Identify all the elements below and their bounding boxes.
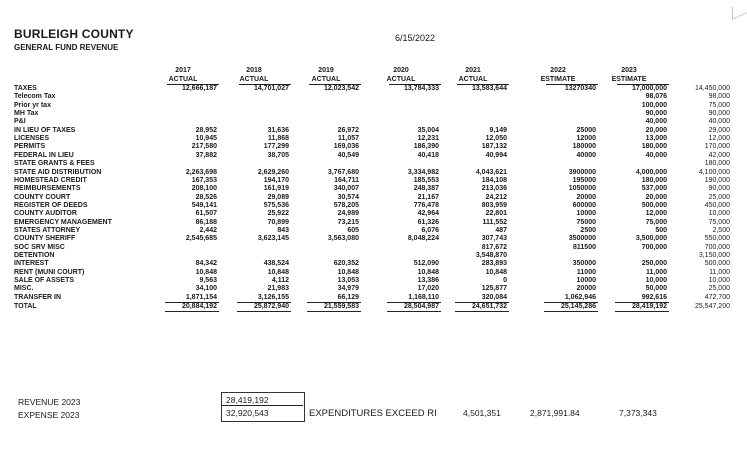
column-kind: ESTIMATE xyxy=(540,76,576,83)
table-cell: 0 xyxy=(503,277,507,285)
column-year: 2019 xyxy=(318,67,334,74)
table-cell: 34,979 xyxy=(337,285,359,293)
table-cell: 487 xyxy=(495,226,507,234)
table-cell: 13,386 xyxy=(417,277,439,285)
expense-2023-value: 32,920,543 xyxy=(226,408,269,418)
row-label: P&I xyxy=(14,118,26,126)
table-cell: 3,126,155 xyxy=(257,293,289,301)
table-cell: 605 xyxy=(347,226,359,234)
table-cell: 12,050 xyxy=(485,135,507,143)
table-cell: 12,000 xyxy=(645,210,667,218)
table-cell: 10,848 xyxy=(417,268,439,276)
table-cell: 20,884,192 xyxy=(181,302,217,310)
row-label: MISC. xyxy=(14,285,34,293)
table-cell: 70,899 xyxy=(267,218,289,226)
table-cell: 9,149 xyxy=(489,126,507,134)
table-cell: 4,000,000 xyxy=(635,168,667,176)
column-year: 2023 xyxy=(621,67,637,74)
projection-cell: 2,500 xyxy=(712,226,730,234)
row-label: STATE AID DISTRIBUTION xyxy=(14,168,102,176)
total-rule xyxy=(544,302,598,303)
table-cell: 11,057 xyxy=(337,135,359,143)
projection-cell: 170,000 xyxy=(704,143,730,151)
table-cell: 3900000 xyxy=(568,168,596,176)
reserve-figure: 2,871,991.84 xyxy=(530,408,580,418)
table-cell: 40,000 xyxy=(645,151,667,159)
projection-cell: 25,000 xyxy=(708,285,730,293)
table-cell: 10,848 xyxy=(195,268,217,276)
table-cell: 2,442 xyxy=(199,226,217,234)
row-label: COUNTY COURT xyxy=(14,193,71,201)
total-underline xyxy=(544,311,598,312)
row-label: STATE GRANTS & FEES xyxy=(14,160,95,168)
column-year: 2020 xyxy=(393,67,409,74)
table-cell: 161,919 xyxy=(263,185,289,193)
row-label: REGISTER OF DEEDS xyxy=(14,201,88,209)
row-label: HOMESTEAD CREDIT xyxy=(14,176,87,184)
total-rule xyxy=(237,302,291,303)
table-cell: 217,580 xyxy=(191,143,217,151)
table-cell: 13270340 xyxy=(564,85,596,92)
difference-figure: 7,373,343 xyxy=(619,408,657,418)
table-cell: 40,994 xyxy=(485,151,507,159)
table-cell: 167,353 xyxy=(191,176,217,184)
table-cell: 30,574 xyxy=(337,193,359,201)
table-cell: 340,007 xyxy=(333,185,359,193)
projection-cell: 90,000 xyxy=(708,185,730,193)
table-cell: 40,418 xyxy=(417,151,439,159)
table-cell: 66,129 xyxy=(337,293,359,301)
table-cell: 10,848 xyxy=(267,268,289,276)
table-cell: 350000 xyxy=(572,260,596,268)
table-cell: 600000 xyxy=(572,201,596,209)
table-cell: 3500000 xyxy=(568,235,596,243)
table-cell: 10,848 xyxy=(485,268,507,276)
table-cell: 250,000 xyxy=(641,260,667,268)
table-cell: 13,000 xyxy=(645,135,667,143)
table-cell: 700,000 xyxy=(641,243,667,251)
row-label: MH Tax xyxy=(14,110,39,118)
column-kind: ACTUAL xyxy=(239,76,269,83)
report-subtitle: GENERAL FUND REVENUE xyxy=(14,43,119,52)
table-cell: 13,053 xyxy=(337,277,359,285)
table-cell: 86,188 xyxy=(195,218,217,226)
total-rule xyxy=(615,302,669,303)
total-underline xyxy=(165,311,219,312)
table-cell: 37,882 xyxy=(195,151,217,159)
table-cell: 28,952 xyxy=(195,126,217,134)
table-cell: 42,964 xyxy=(417,210,439,218)
table-cell: 1,168,110 xyxy=(408,293,439,301)
table-cell: 90,000 xyxy=(645,110,667,118)
table-cell: 549,141 xyxy=(191,201,217,209)
deficit-figure: 4,501,351 xyxy=(463,408,501,418)
total-rule xyxy=(455,302,509,303)
table-cell: 283,893 xyxy=(481,260,507,268)
projection-cell: 500,000 xyxy=(704,260,730,268)
table-cell: 180,000 xyxy=(641,176,667,184)
table-cell: 24,989 xyxy=(337,210,359,218)
table-cell: 500,000 xyxy=(641,201,667,209)
table-cell: 21,167 xyxy=(417,193,439,201)
table-cell: 8,048,224 xyxy=(407,235,439,243)
row-label: REIMBURSEMENTS xyxy=(14,185,81,193)
row-label: INTEREST xyxy=(14,260,49,268)
row-label: TAXES xyxy=(14,85,37,92)
table-cell: 1,871,154 xyxy=(185,293,217,301)
table-cell: 2,545,685 xyxy=(185,235,217,243)
column-kind: ACTUAL xyxy=(386,76,416,83)
row-label: SOC SRV MISC xyxy=(14,243,65,251)
projection-cell: 190,000 xyxy=(704,176,730,184)
table-cell: 180000 xyxy=(572,143,596,151)
table-cell: 13,583,644 xyxy=(471,85,507,92)
projection-cell: 25,547,200 xyxy=(694,302,730,310)
row-label: STATES ATTORNEY xyxy=(14,226,81,234)
table-cell: 177,299 xyxy=(263,143,289,151)
table-cell: 35,004 xyxy=(417,126,439,134)
table-cell: 24,212 xyxy=(485,193,507,201)
table-cell: 10,848 xyxy=(337,268,359,276)
column-kind: ACTUAL xyxy=(458,76,488,83)
projection-cell: 472,700 xyxy=(704,293,730,301)
report-date: 6/15/2022 xyxy=(395,33,436,43)
table-cell: 3,623,145 xyxy=(257,235,289,243)
table-cell: 20,000 xyxy=(645,126,667,134)
table-cell: 100,000 xyxy=(641,101,667,109)
page-corner-mark xyxy=(732,0,747,20)
table-cell: 1050000 xyxy=(568,185,596,193)
row-label: TOTAL xyxy=(14,302,37,310)
total-underline xyxy=(387,311,441,312)
table-cell: 578,205 xyxy=(333,201,359,209)
column-kind: ACTUAL xyxy=(168,76,198,83)
row-label: PERMITS xyxy=(14,143,46,151)
revenue-2023-label: REVENUE 2023 xyxy=(18,397,81,407)
table-cell: 195000 xyxy=(572,176,596,184)
table-cell: 10,945 xyxy=(195,135,217,143)
table-cell: 13,784,333 xyxy=(403,85,439,92)
table-cell: 992,616 xyxy=(641,293,667,301)
table-cell: 34,100 xyxy=(195,285,217,293)
row-label: Prior yr tax xyxy=(14,101,51,109)
table-cell: 28,419,192 xyxy=(631,302,667,310)
table-cell: 6,076 xyxy=(421,226,439,234)
column-kind: ESTIMATE xyxy=(611,76,647,83)
table-cell: 26,972 xyxy=(337,126,359,134)
total-underline xyxy=(455,311,509,312)
projection-cell: 180,000 xyxy=(704,160,730,168)
table-cell: 180,000 xyxy=(641,143,667,151)
row-label: LICENSES xyxy=(14,135,50,143)
total-rule xyxy=(307,302,361,303)
table-cell: 307,743 xyxy=(481,235,507,243)
table-cell: 61,326 xyxy=(417,218,439,226)
table-cell: 4,043,621 xyxy=(475,168,507,176)
table-cell: 4,112 xyxy=(271,277,289,285)
table-cell: 11,000 xyxy=(645,268,667,276)
row-label: RENT (MUNI COURT) xyxy=(14,268,85,276)
table-cell: 20000 xyxy=(576,285,596,293)
projection-cell: 90,000 xyxy=(708,110,730,118)
report-title: BURLEIGH COUNTY xyxy=(14,27,134,41)
table-cell: 28,526 xyxy=(195,193,217,201)
table-cell: 248,387 xyxy=(413,185,439,193)
table-cell: 500 xyxy=(655,226,667,234)
table-cell: 9,563 xyxy=(199,277,217,285)
row-label: DETENTION xyxy=(14,252,55,259)
table-cell: 84,342 xyxy=(195,260,217,268)
total-underline xyxy=(615,311,669,312)
table-cell: 14,701,027 xyxy=(253,85,289,92)
table-cell: 811500 xyxy=(573,243,596,251)
table-cell: 803,959 xyxy=(481,201,507,209)
projection-cell: 98,000 xyxy=(708,93,730,101)
table-cell: 12,023,542 xyxy=(323,85,359,92)
table-cell: 3,767,680 xyxy=(327,168,359,176)
projection-cell: 450,000 xyxy=(704,201,730,209)
table-cell: 194,170 xyxy=(263,176,289,184)
table-cell: 25,922 xyxy=(267,210,289,218)
table-cell: 2,629,260 xyxy=(257,168,289,176)
table-cell: 75,000 xyxy=(645,218,667,226)
table-cell: 40000 xyxy=(576,151,596,159)
table-cell: 111,552 xyxy=(482,218,507,226)
column-year: 2018 xyxy=(246,67,262,74)
table-cell: 512,090 xyxy=(413,260,439,268)
table-cell: 12,666,187 xyxy=(181,85,217,92)
table-cell: 3,500,000 xyxy=(635,235,667,243)
row-label: FEDERAL IN LIEU xyxy=(14,151,74,159)
table-cell: 28,504,987 xyxy=(403,302,439,310)
projection-cell: 25,000 xyxy=(708,193,730,201)
projection-cell: 75,000 xyxy=(708,218,730,226)
table-cell: 98,076 xyxy=(645,93,667,101)
table-cell: 620,352 xyxy=(333,260,359,268)
table-cell: 12,231 xyxy=(417,135,439,143)
totals-box-divider xyxy=(222,405,303,406)
total-underline xyxy=(237,311,291,312)
table-cell: 3,563,080 xyxy=(327,235,359,243)
table-cell: 537,000 xyxy=(641,185,667,193)
total-rule xyxy=(387,302,441,303)
table-cell: 25,872,940 xyxy=(253,302,289,310)
expenditures-note: EXPENDITURES EXCEED RI xyxy=(309,408,437,419)
table-cell: 38,705 xyxy=(267,151,289,159)
table-cell: 50,000 xyxy=(645,285,667,293)
table-cell: 320,084 xyxy=(481,293,507,301)
table-cell: 185,553 xyxy=(413,176,439,184)
table-cell: 2500 xyxy=(580,226,596,234)
projection-cell: 11,000 xyxy=(709,268,730,276)
total-rule xyxy=(165,302,219,303)
expense-2023-label: EXPENSE 2023 xyxy=(18,410,80,420)
projection-cell: 12,000 xyxy=(708,135,730,143)
table-cell: 125,877 xyxy=(481,285,507,293)
table-cell: 776,478 xyxy=(413,201,439,209)
projection-cell: 75,000 xyxy=(708,101,730,109)
table-cell: 1,062,946 xyxy=(564,293,596,301)
table-cell: 12000 xyxy=(576,135,596,143)
table-cell: 17,000,000 xyxy=(631,85,667,92)
total-underline xyxy=(307,311,361,312)
row-label: Telecom Tax xyxy=(14,93,56,101)
table-cell: 73,215 xyxy=(337,218,359,226)
table-cell: 2,263,698 xyxy=(185,168,217,176)
table-cell: 3,334,982 xyxy=(407,168,439,176)
table-cell: 24,651,732 xyxy=(471,302,507,310)
column-kind: ACTUAL xyxy=(311,76,341,83)
table-cell: 10000 xyxy=(576,277,596,285)
table-cell: 40,000 xyxy=(645,118,667,126)
table-cell: 843 xyxy=(277,226,289,234)
row-label: EMERGENCY MANAGEMENT xyxy=(14,218,112,226)
table-cell: 40,549 xyxy=(337,151,359,159)
table-cell: 61,507 xyxy=(195,210,217,218)
table-cell: 169,036 xyxy=(333,143,359,151)
table-cell: 575,536 xyxy=(263,201,289,209)
table-cell: 22,801 xyxy=(485,210,507,218)
row-label: SALE OF ASSETS xyxy=(14,277,75,285)
column-year: 2017 xyxy=(175,67,191,74)
table-cell: 208,100 xyxy=(191,185,217,193)
table-cell: 213,036 xyxy=(481,185,507,193)
table-cell: 11,868 xyxy=(267,135,289,143)
table-cell: 187,132 xyxy=(481,143,507,151)
column-year: 2021 xyxy=(465,67,481,74)
table-cell: 25000 xyxy=(576,126,596,134)
table-cell: 11000 xyxy=(576,268,596,276)
table-cell: 29,089 xyxy=(267,193,289,201)
projection-cell: 550,000 xyxy=(704,235,730,243)
table-cell: 817,672 xyxy=(481,243,507,251)
projection-cell: 10,000 xyxy=(708,210,730,218)
column-year: 2022 xyxy=(550,67,566,74)
row-label: TRANSFER IN xyxy=(14,293,62,301)
table-cell: 20,000 xyxy=(645,193,667,201)
projection-cell: 40,000 xyxy=(708,118,730,126)
table-cell: 25,145,286 xyxy=(560,302,596,310)
projection-cell: 29,000 xyxy=(708,126,730,134)
projection-cell: 700,000 xyxy=(704,243,730,251)
table-cell: 75000 xyxy=(576,218,596,226)
row-label: IN LIEU OF TAXES xyxy=(14,126,76,134)
table-cell: 184,108 xyxy=(481,176,507,184)
table-cell: 31,636 xyxy=(267,126,289,134)
table-cell: 17,020 xyxy=(417,285,439,293)
table-cell: 21,559,583 xyxy=(323,302,359,310)
revenue-2023-value: 28,419,192 xyxy=(226,395,269,405)
projection-cell: 4,100,000 xyxy=(698,168,730,176)
table-cell: 20000 xyxy=(576,193,596,201)
table-cell: 438,524 xyxy=(263,260,289,268)
table-cell: 3,548,870 xyxy=(475,252,507,259)
table-cell: 21,983 xyxy=(267,285,289,293)
projection-cell: 10,000 xyxy=(708,277,730,285)
row-label: COUNTY AUDITOR xyxy=(14,210,77,218)
table-cell: 10000 xyxy=(576,210,596,218)
projection-cell: 3,150,000 xyxy=(698,252,730,259)
projection-cell: 14,450,000 xyxy=(694,85,730,92)
table-cell: 164,711 xyxy=(334,176,359,184)
table-cell: 186,390 xyxy=(413,143,439,151)
row-label: COUNTY SHERIFF xyxy=(14,235,76,243)
projection-cell: 42,000 xyxy=(708,151,730,159)
table-cell: 10,000 xyxy=(645,277,667,285)
